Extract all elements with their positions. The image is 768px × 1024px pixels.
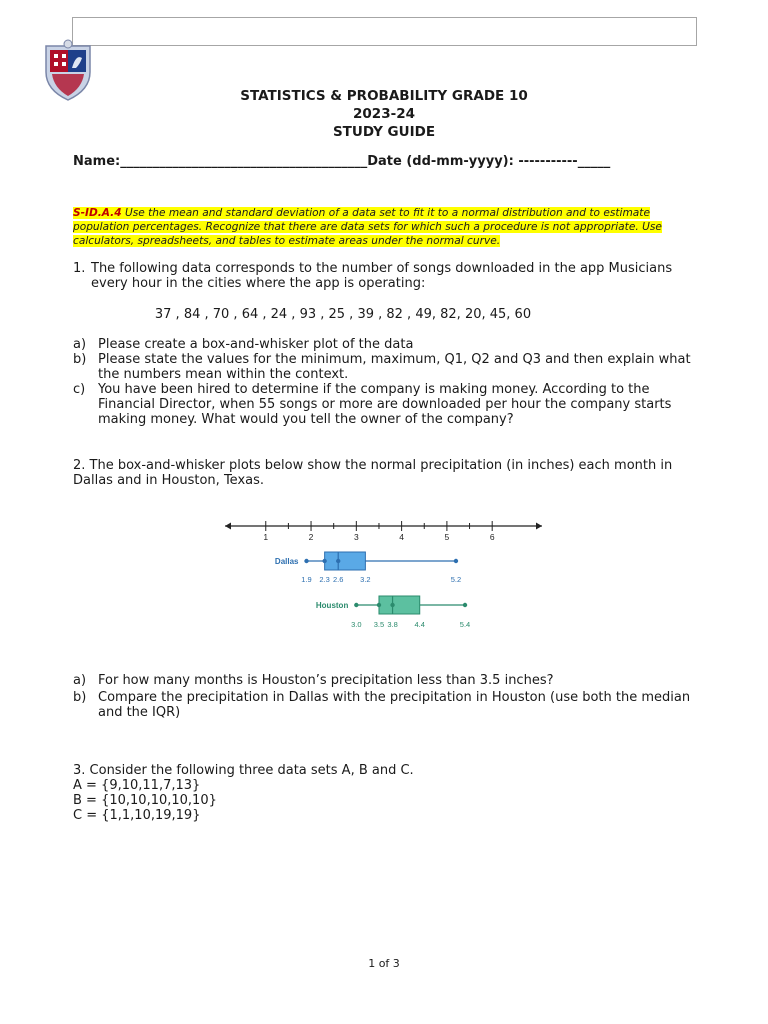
houston-point [463, 603, 467, 607]
axis-arrow-left [225, 523, 231, 530]
document-title-line2: 2023-24 [353, 106, 415, 122]
date-field[interactable]: Date (dd-mm-yyyy): -----------_____ [367, 154, 611, 169]
houston-value-label: 3.5 [373, 620, 385, 629]
q2-item-b: b) Compare the precipitation in Dallas with the precipitation in Houston (use both the median and the IQR) [73, 690, 691, 720]
axis-tick-label: 5 [444, 532, 450, 542]
q2-item-a: a) For how many months is Houston’s precipitation less than 3.5 inches? [73, 673, 554, 688]
axis-tick-label: 1 [263, 532, 269, 542]
dallas-point [322, 559, 326, 563]
name-date-line [73, 154, 673, 169]
dallas-point [454, 559, 458, 563]
q3-block [73, 763, 703, 823]
q3-set-a: A = {9,10,11,7,13} [73, 778, 201, 793]
name-field[interactable]: ______________________________________ [120, 154, 368, 169]
axis-arrow-right [536, 523, 542, 530]
q1-data-values: 37 , 84 , 70 , 64 , 24 , 93 , 25 , 39 , 82 , 49, 82, 20, 45, 60 [154, 307, 532, 322]
q3-text: 3. Consider the following three data sets A, B and C. [73, 763, 414, 778]
q1-subquestions [73, 337, 693, 427]
houston-value-label: 3.0 [351, 620, 362, 629]
q1-text: The following data corresponds to the number of songs downloaded in the app Musicians every hour in the cities where the app is operating: [91, 261, 673, 291]
dallas-point [336, 559, 340, 563]
houston-value-label: 4.4 [414, 620, 425, 629]
page-number: 1 of 3 [368, 957, 400, 970]
q3-set-c: C = {1,1,10,19,19} [73, 808, 201, 823]
q2-subquestions [73, 673, 693, 720]
houston-point [390, 603, 394, 607]
standard-code: S-ID.A.4 [73, 207, 122, 219]
q1-item-b: b) Please state the values for the minimum, maximum, Q1, Q2 and Q3 and then explain what the numbers mean within the context. [73, 352, 691, 382]
axis-tick-label: 2 [308, 532, 314, 542]
name-label: Name: [73, 154, 121, 169]
axis-tick-label: 3 [353, 532, 359, 542]
document-title-line1: STATISTICS & PROBABILITY GRADE 10 [240, 88, 528, 104]
houston-box [379, 596, 420, 614]
dallas-value-label: 1.9 [301, 575, 312, 584]
houston-value-label: 3.8 [387, 620, 398, 629]
standard-text: Use the mean and standard deviation of a data set to fit it to a normal distribution and to estimate population percentages. Recognize that there are data sets for which such a procedure is not appropriate. Use calculators, spreadsheets, and tables to estimate areas under the normal curve. [73, 207, 662, 247]
dallas-series-label: Dallas [274, 557, 299, 566]
q1-number: 1. [73, 261, 86, 276]
dallas-value-label: 5.2 [450, 575, 462, 584]
dallas-point [304, 559, 308, 563]
header-box [72, 17, 697, 46]
houston-point [377, 603, 381, 607]
q1-item-c: c) You have been hired to determine if the company is making money. According to the Financial Director, when 55 songs or more are downloaded per hour the company starts making money. What would you tell the owner of the company? [73, 382, 672, 427]
precipitation-boxplot-chart [220, 512, 550, 637]
standard-box [73, 206, 683, 248]
houston-series-label: Houston [315, 601, 349, 610]
dallas-value-label: 3.2 [360, 575, 371, 584]
axis-tick-label: 4 [399, 532, 404, 542]
axis-tick-label: 6 [489, 532, 495, 542]
houston-value-label: 5.4 [459, 620, 471, 629]
document-title-line3: STUDY GUIDE [332, 124, 436, 140]
q1-item-a: a) Please create a box-and-whisker plot of the data [73, 337, 414, 352]
houston-point [354, 603, 358, 607]
q3-set-b: B = {10,10,10,10,10} [73, 793, 217, 808]
dallas-value-label: 2.3 [319, 575, 330, 584]
dallas-box [325, 552, 366, 570]
dallas-value-label: 2.6 [332, 575, 344, 584]
q2-text: 2. The box-and-whisker plots below show the normal precipitation (in inches) each month in Dallas and in Houston, Texas. [73, 458, 673, 488]
